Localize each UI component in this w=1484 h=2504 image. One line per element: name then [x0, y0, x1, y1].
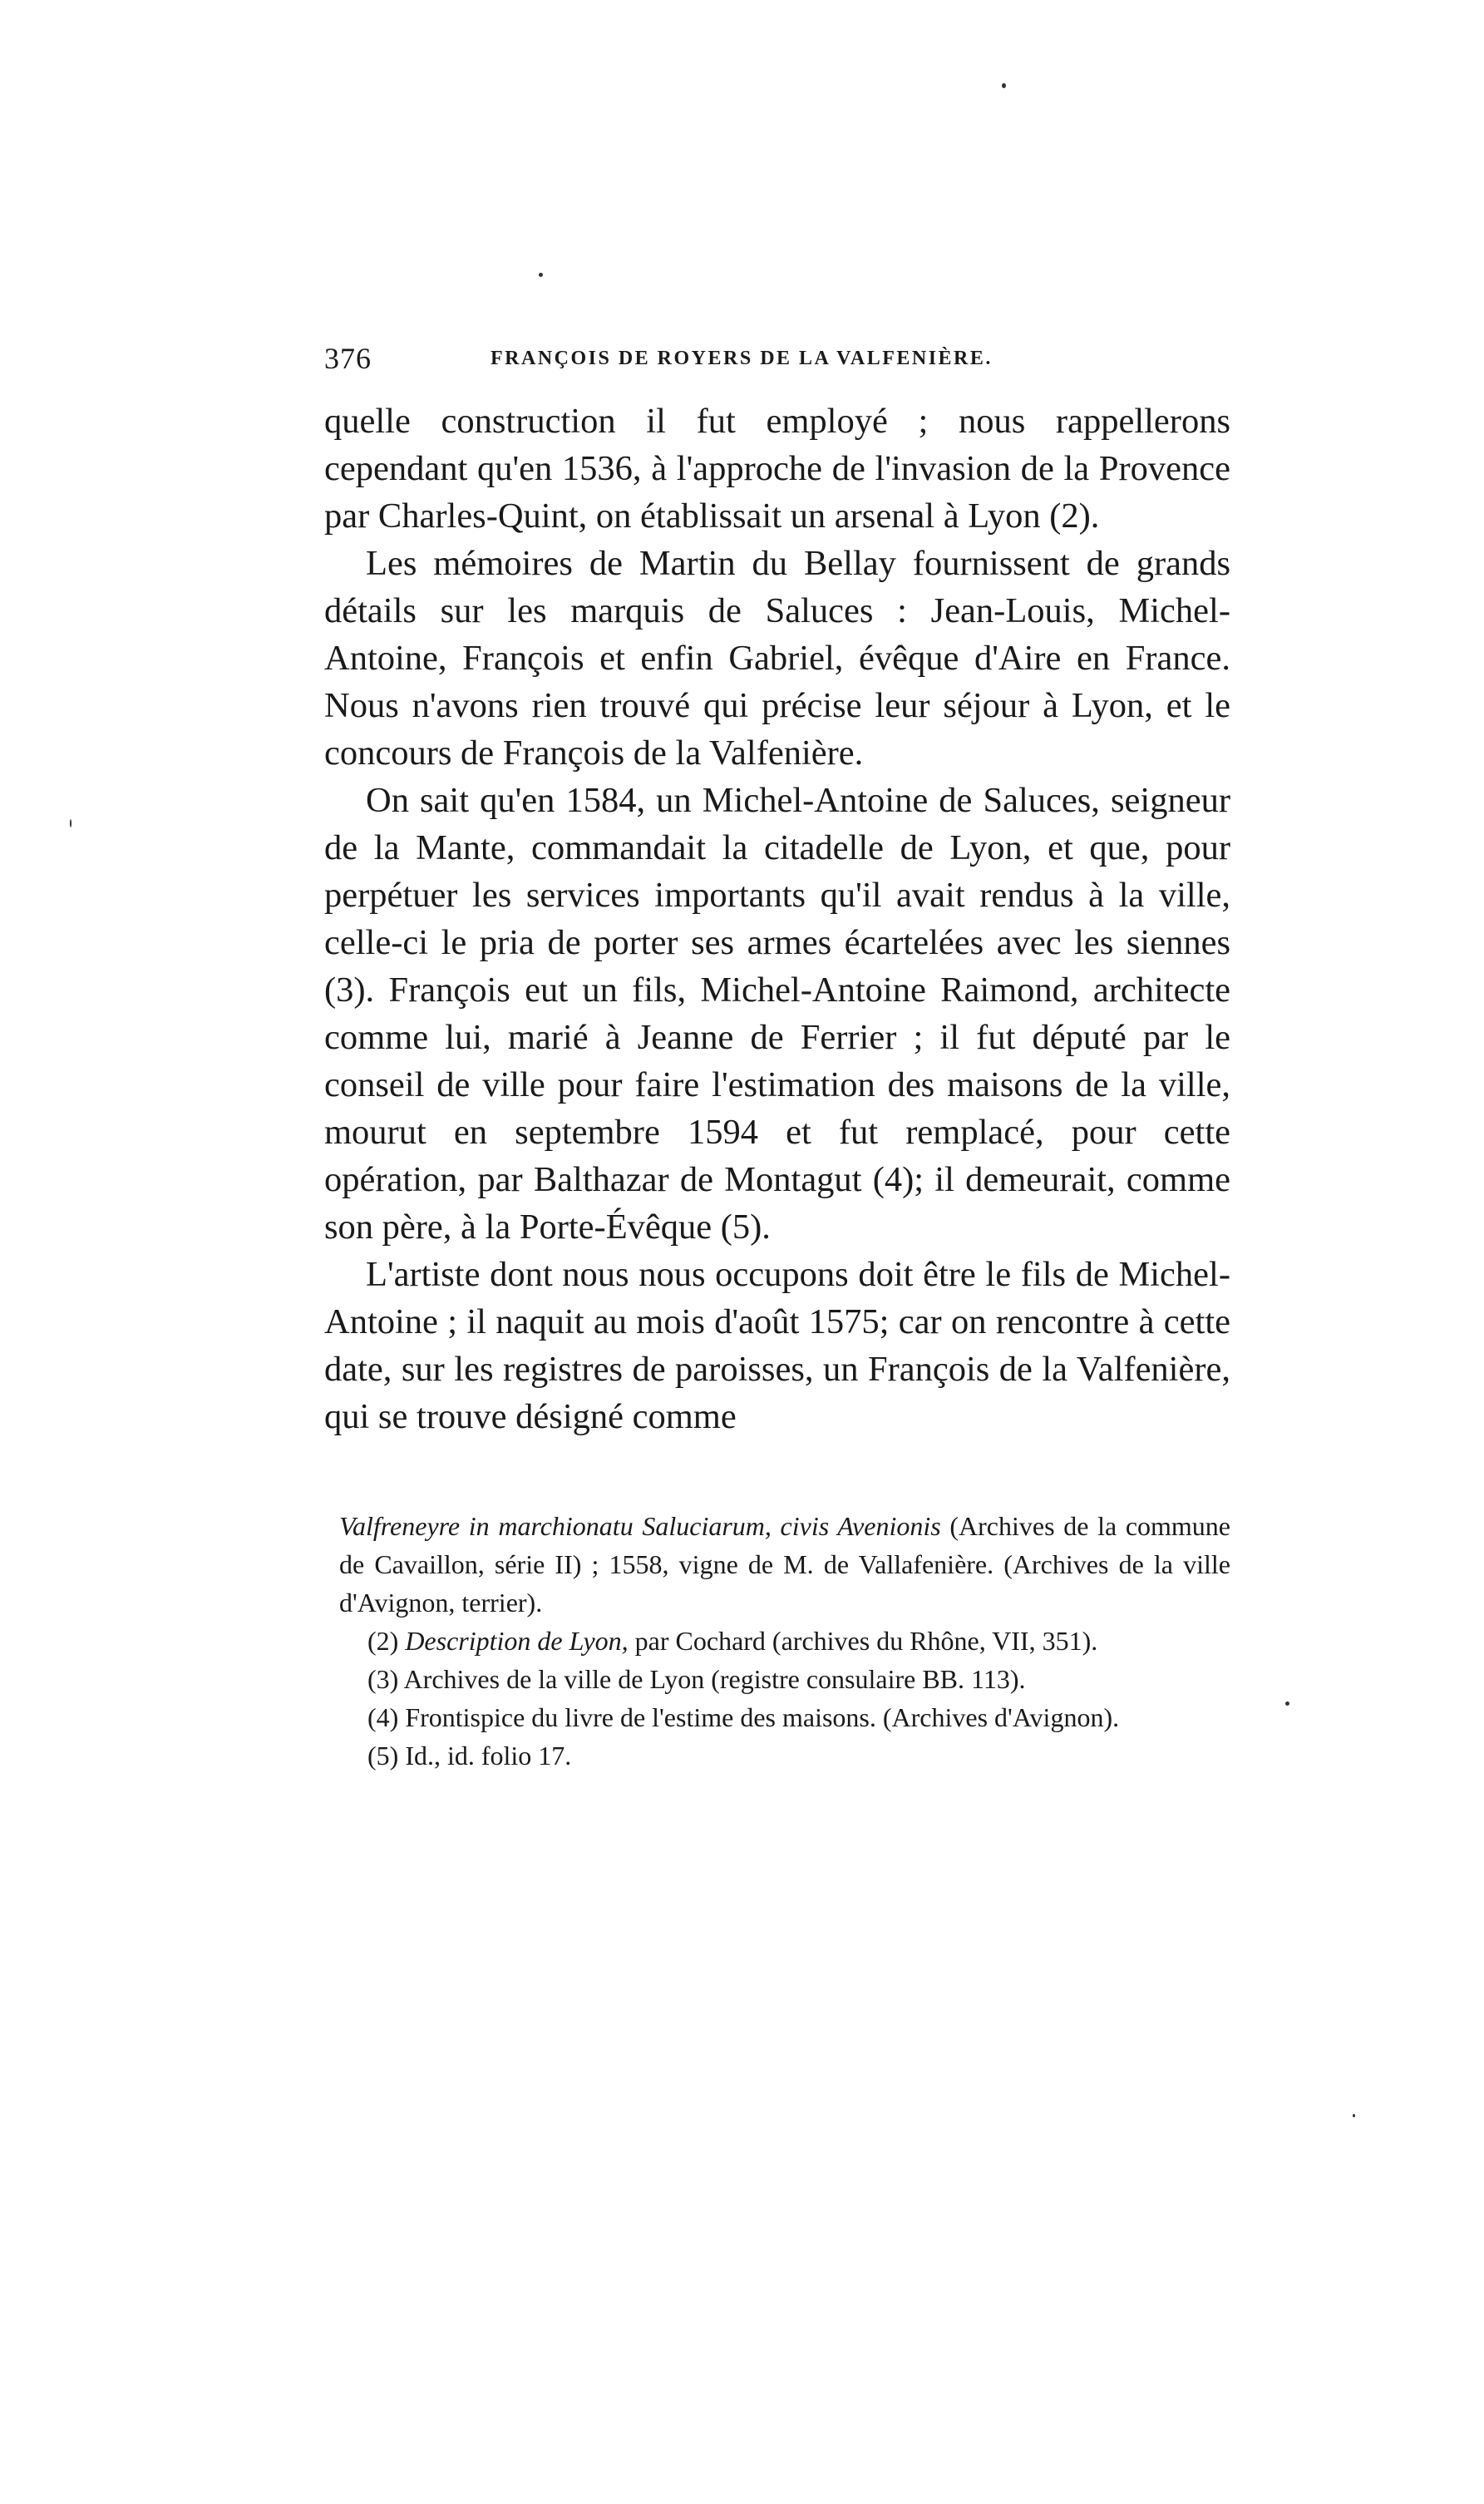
footnote-continuation	[339, 1507, 1230, 1622]
footnote-text: par Cochard (archives du Rhône, VII, 351).	[628, 1626, 1098, 1656]
footnote-number: (2)	[367, 1626, 399, 1656]
footnote	[339, 1698, 1230, 1736]
running-title: FRANÇOIS DE ROYERS DE LA VALFENIÈRE.	[491, 348, 993, 369]
page	[324, 341, 1230, 1775]
scan-speck	[539, 273, 543, 277]
footnote-number: (4)	[367, 1702, 399, 1732]
scan-speck	[1285, 1701, 1289, 1706]
running-head	[324, 341, 1230, 383]
footnote	[339, 1736, 1230, 1775]
footnotes	[324, 1507, 1230, 1775]
footnote-text: Frontispice du livre de l'estime des maisons. (Archives d'Avignon).	[405, 1702, 1120, 1732]
scan-speck	[1002, 83, 1006, 88]
footnote-italic: Description de Lyon,	[405, 1626, 629, 1656]
footnote-italic: Valfreneyre in marchionatu Saluciarum, civis Avenionis	[339, 1511, 941, 1541]
body-text	[324, 398, 1230, 1440]
paragraph: Les mémoires de Martin du Bellay fournissent de grands détails sur les marquis de Saluces : Jean-Louis, Michel-Antoine, François et enfin Gabriel, évêque d'Aire en France. Nous n'avons rien trouvé qui précise leur séjour à Lyon, et le concours de François de la Valfenière.	[324, 544, 1230, 773]
footnote-number: (3)	[367, 1664, 399, 1694]
page-number: 376	[324, 342, 372, 375]
footnote-text: Id., id. folio 17.	[405, 1741, 572, 1771]
footnote	[339, 1622, 1230, 1660]
paragraph: quelle construction il fut employé ; nous rappellerons cependant qu'en 1536, à l'approche de l'invasion de la Provence par Charles-Quint, on établissait un arsenal à Lyon (2).	[324, 402, 1230, 536]
paragraph: On sait qu'en 1584, un Michel-Antoine de Saluces, seigneur de la Mante, commandait la citadelle de Lyon, et que, pour perpétuer les services importants qu'il avait rendus à la ville, celle-ci le pria de porter ses armes écartelées avec les siennes (3). François eut un fils, Michel-Antoine Raimond, architecte comme lui, marié à Jeanne de Ferrier ; il fut député par le conseil de ville pour faire l'estimation des maisons de la ville, mourut en septembre 1594 et fut remplacé, pour cette opération, par Balthazar de Montagut (4); il demeurait, comme son père, à la Porte-Évêque (5).	[324, 781, 1230, 1247]
footnote-text: Archives de la ville de Lyon (registre consulaire BB. 113).	[403, 1664, 1026, 1694]
scan-speck	[70, 819, 71, 827]
paragraph: L'artiste dont nous nous occupons doit être le fils de Michel-Antoine ; il naquit au mois d'août 1575; car on rencontre à cette date, sur les registres de paroisses, un François de la Valfenière, qui se trouve désigné comme	[324, 1255, 1230, 1436]
footnote-number: (5)	[367, 1741, 399, 1771]
scan-speck	[1353, 2114, 1355, 2117]
footnote-text: (Archives de la commune de Cavaillon, série II) ; 1558, vigne de M. de Vallafenière. (Archives de la ville d'Avignon, terrier).	[339, 1511, 1231, 1617]
footnote	[339, 1660, 1230, 1698]
